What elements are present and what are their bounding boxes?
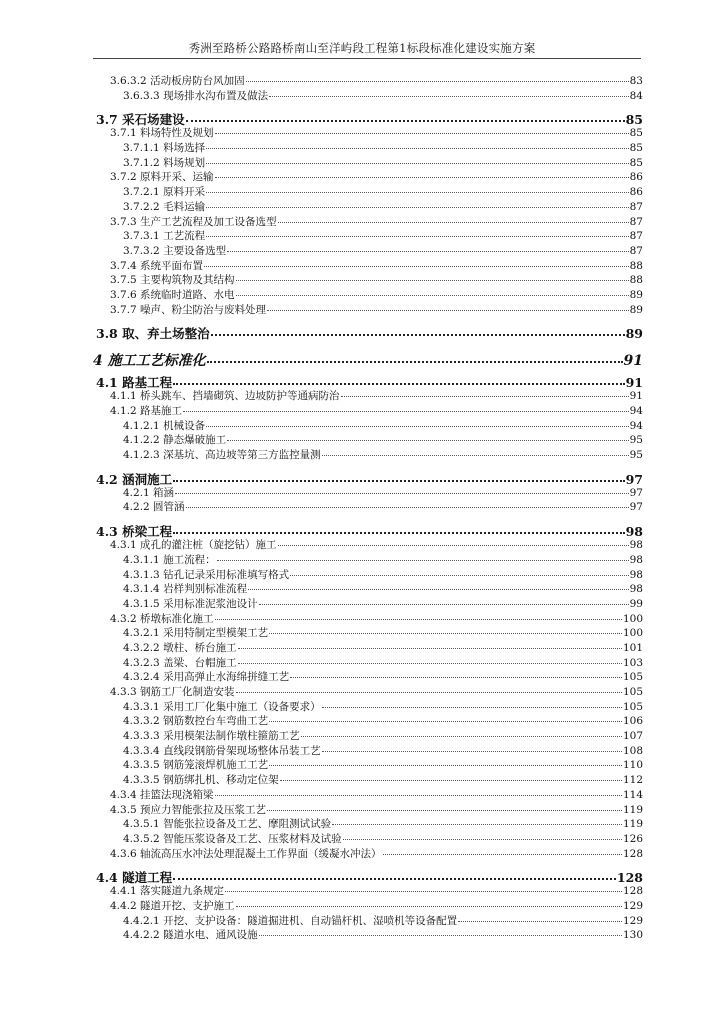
toc-entry-title: 3.6.3.2 活动板房防台风加固 [110,75,245,87]
toc-entry-title: 3.7.2.2 毛料运输 [123,200,206,213]
toc-page-number: 114 [622,788,643,801]
toc-entry[interactable] [93,775,643,790]
toc-entry[interactable] [93,471,643,488]
toc-spacer [93,863,643,872]
toc-entry-title: 4.3.4 挂篮法现浇箱梁 [110,788,214,801]
toc-leader-dots [175,493,629,494]
toc-leader-dots [183,411,629,412]
toc-entry-title: 4.1.2.3 深基坑、高边坡等第三方监控量测 [123,449,321,462]
toc-leader-dots [215,177,629,178]
toc-page-number: 106 [622,715,643,728]
toc-leader-dots [301,736,622,737]
toc-leader-dots [267,810,622,811]
toc-page-number: 95 [629,449,643,462]
page-header: 秀洲至路桥公路路桥南山至洋屿段工程第1标段标准化建设实施方案 [188,41,536,55]
toc-page-number: 88 [629,274,643,287]
toc-page-number: 85 [629,156,643,169]
toc-entry[interactable] [93,731,643,746]
header-divider [93,58,641,59]
toc-leader-dots [236,280,629,281]
toc-leader-dots [269,765,622,766]
toc-entry-title: 4.4.1 落实隧道九条规定 [110,885,225,898]
toc-entry[interactable] [93,231,643,246]
toc-leader-dots [173,383,624,385]
toc-leader-dots [290,677,622,678]
toc-spacer [93,368,643,377]
toc-leader-dots [278,222,629,223]
toc-entry[interactable] [93,128,643,143]
toc-leader-dots [267,310,629,311]
toc-entry-title: 4.3.5.2 智能压浆设备及工艺、压浆材料及试验 [123,832,342,845]
toc-leader-dots [332,824,622,825]
toc-page-number: 85 [625,112,643,128]
toc-leader-dots [238,663,622,664]
toc-leader-dots [248,589,629,590]
toc-entry[interactable] [93,540,643,555]
toc-entry-title: 3.6.3.3 现场排水沟布置及做法 [123,89,269,102]
toc-leader-dots [343,839,622,840]
toc-leader-dots [458,921,622,922]
toc-entry-title: 4.3.5 预应力智能张拉及压浆工艺 [110,803,267,816]
toc-leader-dots [204,266,629,267]
toc-leader-dots [206,236,629,237]
toc-entry[interactable] [93,435,643,450]
toc-entry[interactable] [93,790,643,805]
toc-leader-dots [215,795,622,796]
toc-leader-dots [269,633,622,634]
toc-entry-title: 4.2.2 圆管涵 [123,501,185,514]
toc-leader-dots [206,192,629,193]
toc-entry-title: 4.3.2.3 盖梁、台帽施工 [123,656,237,669]
toc-entry-title: 4.3.1.4 岩样判别标准流程 [123,583,248,596]
toc-page-number: 89 [625,326,643,342]
toc-entry[interactable] [93,328,643,342]
toc-page-number: 103 [622,656,643,669]
toc-page-number: 130 [622,929,643,942]
toc-page-number: 119 [622,803,643,816]
toc-leader-dots [186,507,629,508]
toc-entry-title: 3.7.7 噪声、粉尘防治与废料处理 [110,303,267,316]
toc-entry-title: 4.3 桥梁工程 [96,524,173,540]
toc-entry-title: 4.3.2 桥墩标准化施工 [110,612,214,625]
toc-entry-title: 4.4.2.1 开挖、支护设备：隧道掘进机、自动锚杆机、湿喷机等设备配置 [123,914,458,927]
toc-leader-dots [269,721,622,722]
toc-entry-title: 4.3.2.4 采用高弹止水海绵拼缝工艺 [123,671,290,684]
toc-page-number: 94 [629,405,643,417]
toc-leader-dots [217,560,629,561]
toc-entry[interactable] [93,305,643,320]
toc-entry-title: 3.7.3.1 工艺流程 [123,230,206,243]
toc-entry-title: 4.3.5.1 智能张拉设备及工艺、摩阻测试试验 [123,818,332,831]
toc-page-number: 87 [629,215,643,228]
toc-entry[interactable] [93,849,643,864]
toc-entry-title: 4.2.1 箱涵 [123,486,175,499]
toc-leader-dots [322,751,622,752]
toc-leader-dots [227,251,629,252]
toc-page-number: 98 [629,583,643,596]
toc-entry-title: 3.8 取、弃土场整治 [96,326,210,342]
toc-entry-title: 4.3.3.3 采用模架法制作墩柱箍筋工艺 [123,730,300,743]
toc-entry[interactable] [93,187,643,202]
toc-entry[interactable] [93,202,643,217]
toc-leader-dots [207,361,623,363]
toc-entry[interactable] [93,391,643,406]
toc-page-number: 89 [629,288,643,301]
table-of-contents [93,76,643,945]
toc-entry-title: 4.1 路基工程 [96,375,173,391]
toc-page-number: 100 [622,612,643,625]
toc-page-number: 99 [629,597,643,610]
toc-entry-title: 4.4 隧道工程 [96,870,173,886]
toc-leader-dots [236,692,622,693]
toc-page-number: 97 [629,486,643,499]
toc-page-number: 83 [629,75,643,87]
toc-page-number: 112 [622,774,643,787]
toc-leader-dots [278,545,629,546]
toc-entry-title: 4.3.3.2 钢筋数控台车弯曲工艺 [123,715,269,728]
toc-entry-title: 3.7.1 料场特性及规划 [110,127,214,140]
toc-entry-title: 4.3.3 钢筋工厂化制造安装 [110,686,235,698]
toc-page-number: 101 [622,641,643,654]
toc-leader-dots [211,334,625,336]
toc-entry-title: 4.1.1 桥头跳车、挡墙砌筑、边坡防护等通病防治 [110,390,340,403]
toc-entry-title: 3.7.1.2 料场规划 [123,156,206,169]
toc-page-number: 129 [622,914,643,927]
toc-page-number: 95 [629,434,643,447]
toc-entry-title: 4.4.2 隧道开挖、支护施工 [110,899,235,912]
toc-page-number: 86 [629,171,643,184]
toc-leader-dots [341,396,629,397]
toc-leader-dots [290,575,629,576]
toc-entry[interactable] [93,275,643,290]
toc-page-number: 98 [625,524,643,540]
toc-spacer [93,517,643,526]
toc-page-number: 119 [622,818,643,831]
toc-entry[interactable] [93,819,643,834]
toc-entry[interactable] [93,91,643,106]
toc-entry[interactable] [93,643,643,658]
toc-page-number: 97 [629,501,643,514]
toc-entry-title: 4 施工工艺标准化 [93,353,206,370]
toc-entry[interactable] [93,805,643,820]
toc-leader-dots [215,133,629,134]
toc-page-number: 108 [622,744,643,757]
toc-page-number: 87 [629,230,643,243]
toc-entry[interactable] [93,672,643,687]
toc-page-number: 85 [629,142,643,155]
toc-entry-title: 4.3.3.5 钢筋笼滚焊机施工工艺 [123,759,269,772]
toc-entry-title: 4.1.2 路基施工 [110,405,183,417]
toc-page-number: 84 [629,89,643,102]
toc-page-number: 100 [622,627,643,640]
toc-entry[interactable] [93,450,643,465]
toc-page-number: 105 [622,671,643,684]
toc-entry[interactable] [93,555,643,570]
toc-page-number: 107 [622,730,643,743]
toc-leader-dots [173,532,624,534]
toc-leader-dots [173,480,624,482]
toc-page-number: 87 [629,244,643,257]
toc-page-number: 128 [622,847,643,860]
toc-entry[interactable] [93,570,643,585]
toc-leader-dots [259,604,629,605]
toc-page-number: 98 [629,553,643,566]
toc-entry[interactable] [93,628,643,643]
toc-page-number: 91 [629,390,643,403]
toc-page-number: 105 [622,686,643,698]
toc-page-number: 129 [622,899,643,912]
toc-leader-dots [186,120,625,122]
toc-leader-dots [259,935,622,936]
toc-entry-title: 3.7.3 生产工艺流程及加工设备选型 [110,215,277,228]
toc-entry-title: 3.7.4 系统平面布置 [110,259,204,272]
toc-page-number: 91 [623,353,643,370]
toc-leader-dots [383,854,622,855]
toc-leader-dots [206,163,629,164]
toc-page-number: 86 [629,186,643,199]
toc-entry[interactable] [93,834,643,849]
toc-entry[interactable] [93,217,643,232]
toc-leader-dots [280,780,622,781]
toc-entry[interactable] [93,760,643,775]
toc-spacer [93,465,643,474]
toc-entry-title: 4.2 涵洞施工 [96,471,173,487]
toc-entry[interactable] [93,290,643,305]
toc-leader-dots [322,707,622,708]
toc-page-number: 87 [629,200,643,213]
toc-entry-title: 4.3.1.5 采用标准泥浆池设计 [123,597,258,610]
toc-entry-title: 4.1.2.1 机械设备 [123,419,206,432]
toc-entry[interactable] [93,599,643,614]
toc-page-number: 88 [629,259,643,272]
toc-entry[interactable] [93,716,643,731]
toc-entry-title: 4.4.2.2 隧道水电、通风设施 [123,929,258,942]
toc-entry-title: 4.1.2.2 静态爆破施工 [123,434,227,447]
toc-leader-dots [227,440,629,441]
toc-leader-dots [225,891,622,892]
toc-leader-dots [269,96,629,97]
toc-leader-dots [238,648,622,649]
toc-page-number: 126 [622,832,643,845]
toc-leader-dots [215,619,622,620]
toc-entry-title: 3.7.5 主要构筑物及其结构 [110,274,235,287]
toc-page-number: 85 [629,127,643,140]
toc-entry-title: 4.3.3.5 钢筋绑扎机、移动定位架 [123,774,279,787]
toc-entry[interactable] [93,76,643,91]
toc-entry[interactable] [93,406,643,421]
toc-entry[interactable] [93,584,643,599]
toc-leader-dots [322,455,629,456]
toc-leader-dots [206,207,629,208]
toc-leader-dots [206,426,629,427]
toc-entry-title: 4.3.1.1 施工流程： [123,553,216,566]
toc-leader-dots [236,295,629,296]
toc-entry[interactable] [93,502,643,517]
toc-page-number: 128 [622,885,643,898]
toc-page-number: 110 [622,759,643,772]
toc-entry-title: 4.3.2.2 墩柱、桥台施工 [123,641,237,654]
toc-entry-title: 4.3.1.3 钻孔记录采用标准填写格式 [123,568,290,581]
toc-entry-title: 4.3.6 轴流高压水冲法处理混凝土工作界面（缓凝水冲法） [110,847,382,860]
toc-entry-title: 3.7.1.1 料场选择 [123,142,206,155]
toc-entry-title: 4.3.3.4 直线段钢筋骨架现场整体吊装工艺 [123,744,321,757]
toc-entry[interactable] [93,687,643,702]
toc-page-number: 97 [625,471,643,487]
toc-entry-title: 4.3.1 成孔的灌注桩（旋挖钻）施工 [110,539,277,552]
toc-page-number: 128 [616,870,643,886]
toc-entry[interactable] [93,901,643,916]
toc-entry[interactable] [93,354,643,368]
toc-entry[interactable] [93,246,643,261]
toc-entry[interactable] [93,886,643,901]
toc-page-number: 105 [622,700,643,713]
toc-entry-title: 4.3.3.1 采用工厂化集中施工（设备要求） [123,700,321,713]
toc-page-number: 89 [629,303,643,316]
toc-leader-dots [236,906,622,907]
toc-page-number: 98 [629,568,643,581]
toc-entry-title: 3.7.6 系统临时道路、水电 [110,288,235,301]
toc-page-number: 91 [625,375,643,391]
toc-leader-dots [246,81,629,82]
toc-leader-dots [173,878,616,880]
toc-entry-title: 4.3.2.1 采用特制定型模架工艺 [123,627,269,640]
toc-entry-title: 3.7.2 原料开采、运输 [110,171,214,184]
toc-page-number: 94 [629,419,643,432]
toc-entry[interactable] [93,143,643,158]
toc-page-number: 98 [629,539,643,552]
toc-entry-title: 3.7.2.1 原料开采 [123,186,206,199]
toc-entry[interactable] [93,930,643,945]
toc-entry[interactable] [93,172,643,187]
toc-entry-title: 3.7.3.2 主要设备选型 [123,244,227,257]
toc-entry-title: 3.7 采石场建设 [96,112,185,128]
toc-leader-dots [206,148,629,149]
